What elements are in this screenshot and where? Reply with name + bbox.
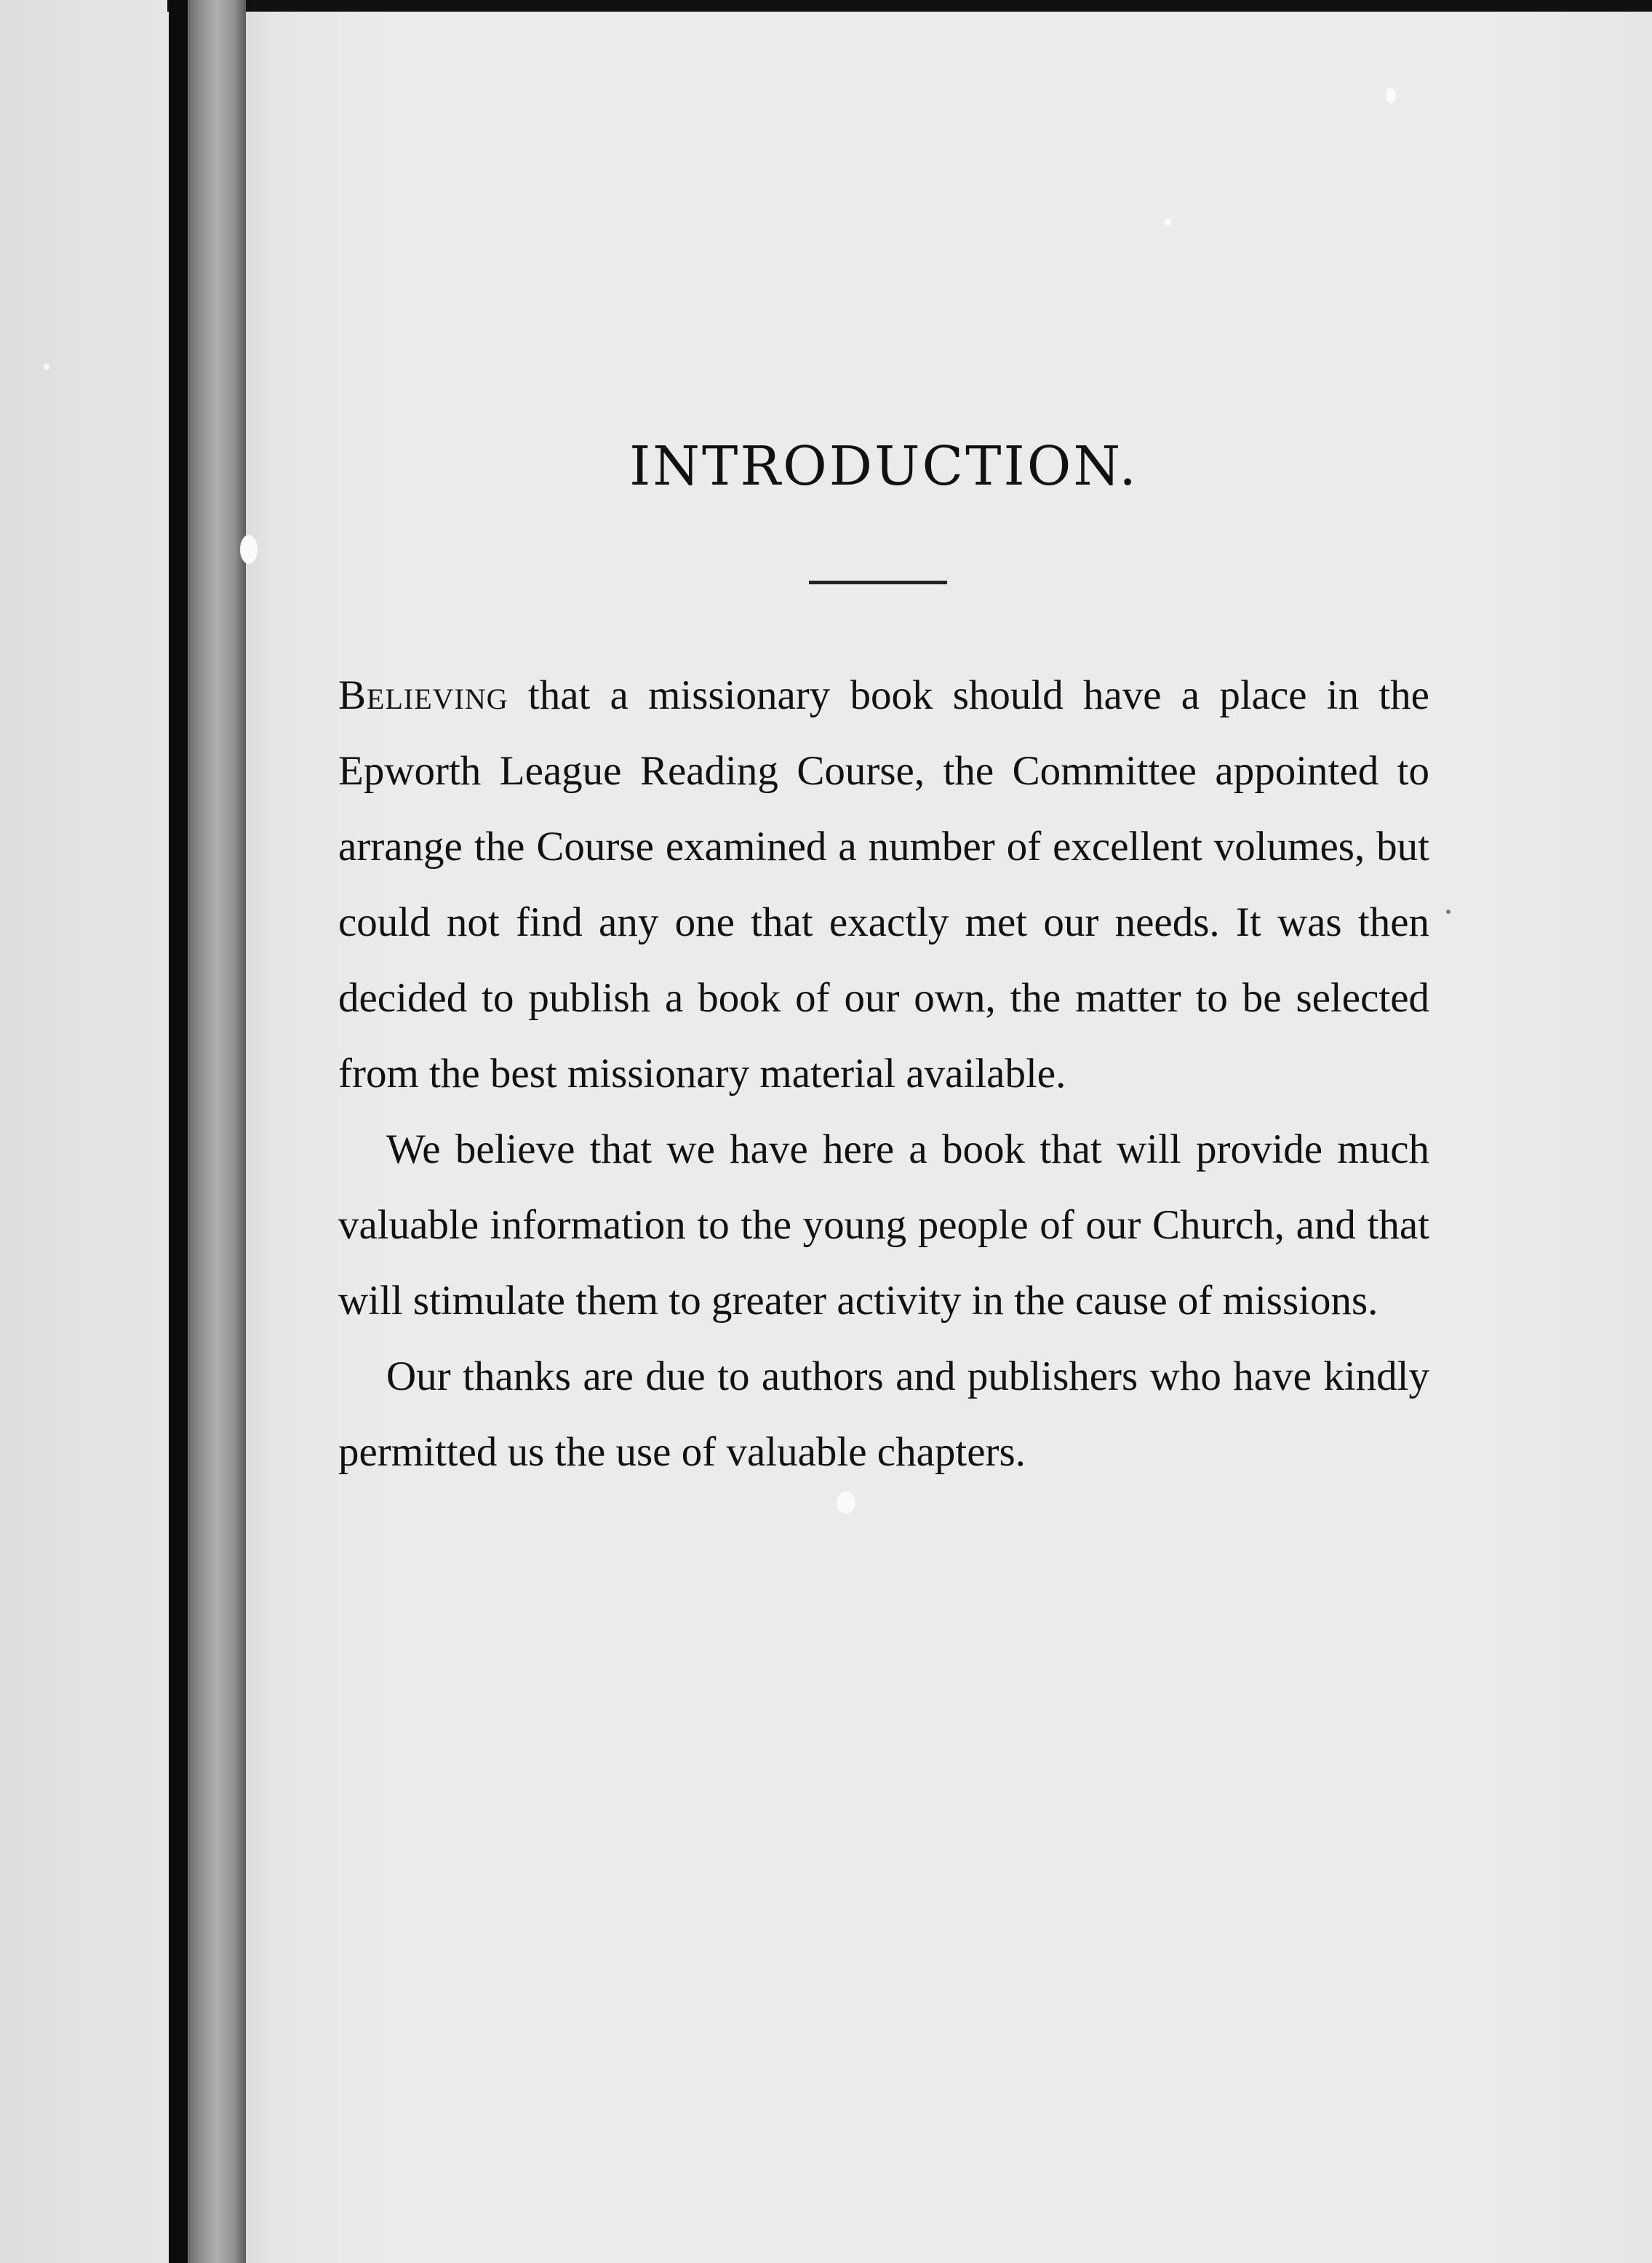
paragraph-2 [338,1112,1429,1339]
scan-speck [1446,910,1451,914]
scan-speck [240,535,258,564]
paragraph-3 [338,1339,1429,1490]
paragraph-1-lead-word: Believing [338,672,508,718]
scan-speck [44,364,49,370]
paragraph-2-text: We believe that we have here a book that will provide much valuable information to the young people of our Church, and that will stimulate them to greater activity in the cause of missions. [338,1126,1429,1324]
scan-speck [1164,218,1171,226]
paragraph-3-text: Our thanks are due to authors and publishers who have kindly permitted us the use of valuable chapters. [338,1353,1429,1475]
introduction-body [338,658,1429,1490]
book-spine-gutter [188,0,246,2263]
heading-divider-rule [809,581,947,584]
scan-speck [1386,87,1396,103]
paragraph-1 [338,658,1429,1112]
page-heading: INTRODUCTION. [629,435,1138,498]
scan-speck [837,1492,855,1514]
page-left-edge [169,0,189,2263]
scan-top-edge [167,0,1652,12]
paragraph-1-text: that a missionary book should have a place in the Epworth League Reading Course, the Committee appointed to arrange the Course examined a number of excellent volumes, but could not find any one that exactly met our needs. It was then decided to publish a book of our own, the matter to be selected from the best missionary material available. [338,672,1429,1097]
